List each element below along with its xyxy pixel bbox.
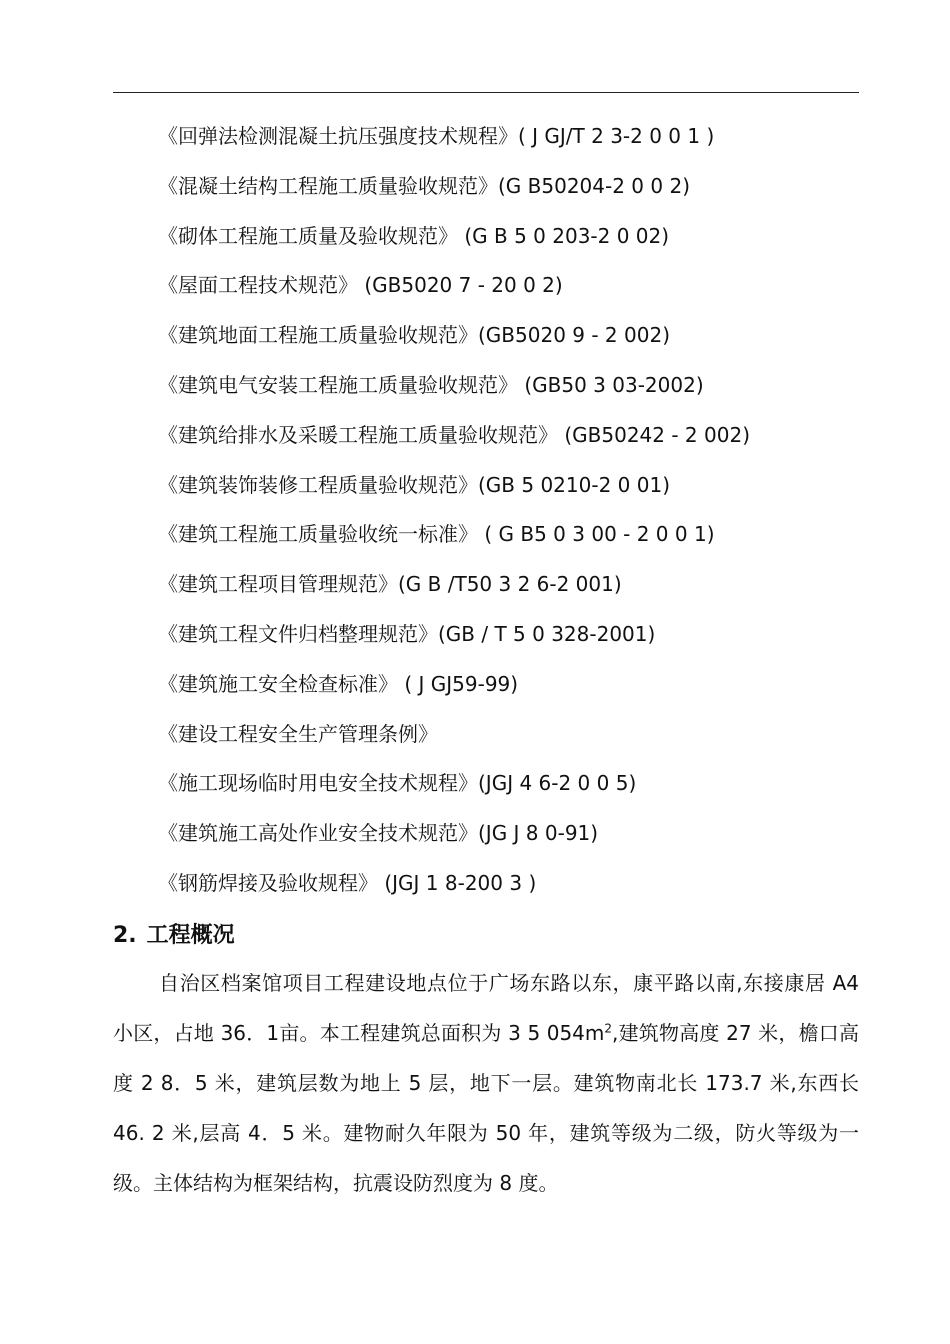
standard-item: 《施工现场临时用电安全技术规程》(JGJ 4 6-2 0 0 5) — [158, 771, 637, 796]
standard-item: 《建筑施工安全检查标准》 ( J GJ59-99) — [158, 671, 519, 696]
standard-item: 《屋面工程技术规范》 (GB5020 7 - 20 0 2) — [158, 273, 563, 298]
area-unit-superscript: 2 — [604, 1021, 613, 1036]
standard-item: 《建筑电气安装工程施工质量验收规范》 (GB50 3 03-2002) — [158, 372, 704, 397]
standards-list — [158, 112, 858, 909]
section-heading — [113, 912, 235, 960]
overview-text-part2: ,建筑物高度 27 米，檐口高度 2 8．5 米，建筑层数为地上 5 层，地下一层。建筑物南北长 173.7 米,东西长 46. 2 米,层高 4．5 米。建物耐久年限为 50 年，建筑等级为二级，防火等级为一级。主体结构为框架结构，抗震设防烈度为 8 度。 — [113, 1021, 859, 1195]
section-title: 工程概况 — [146, 923, 235, 948]
standard-item: 《砌体工程施工质量及验收规范》 (G B 5 0 203-2 0 02) — [158, 223, 670, 248]
standard-item: 《建筑装饰装修工程质量验收规范》(GB 5 0210-2 0 01) — [158, 472, 670, 497]
overview-paragraph — [113, 958, 859, 1208]
standard-item: 《建筑工程项目管理规范》(G B /T50 3 2 6-2 001) — [158, 572, 622, 597]
standard-item: 《回弹法检测混凝土抗压强度技术规程》( J GJ/T 2 3-2 0 0 1 ) — [158, 124, 715, 148]
standard-item: 《建筑工程文件归档整理规范》(GB / T 5 0 328-2001) — [158, 621, 656, 646]
standard-item: 《建筑工程施工质量验收统一标准》 ( G B5 0 3 00 - 2 0 0 1) — [158, 522, 715, 547]
standard-item: 《钢筋焊接及验收规程》 (JGJ 1 8-200 3 ) — [158, 870, 537, 895]
standard-item: 《建设工程安全生产管理条例》 — [158, 721, 438, 746]
standard-item: 《建筑地面工程施工质量验收规范》(GB5020 9 - 2 002) — [158, 323, 670, 348]
standard-item: 《建筑施工高处作业安全技术规范》(JG J 8 0-91) — [158, 821, 599, 846]
overview-text-part1: 自治区档案馆项目工程建设地点位于广场东路以东，康平路以南,东接康居 A4 小区，占地 36．1亩。本工程建筑总面积为 3 5 054m — [113, 971, 859, 1045]
header-rule — [113, 92, 859, 93]
standard-item: 《混凝土结构工程施工质量验收规范》(G B50204-2 0 0 2) — [158, 173, 690, 198]
section-number: 2. — [113, 923, 137, 948]
standard-item: 《建筑给排水及采暖工程施工质量验收规范》 (GB50242 - 2 002) — [158, 422, 750, 447]
